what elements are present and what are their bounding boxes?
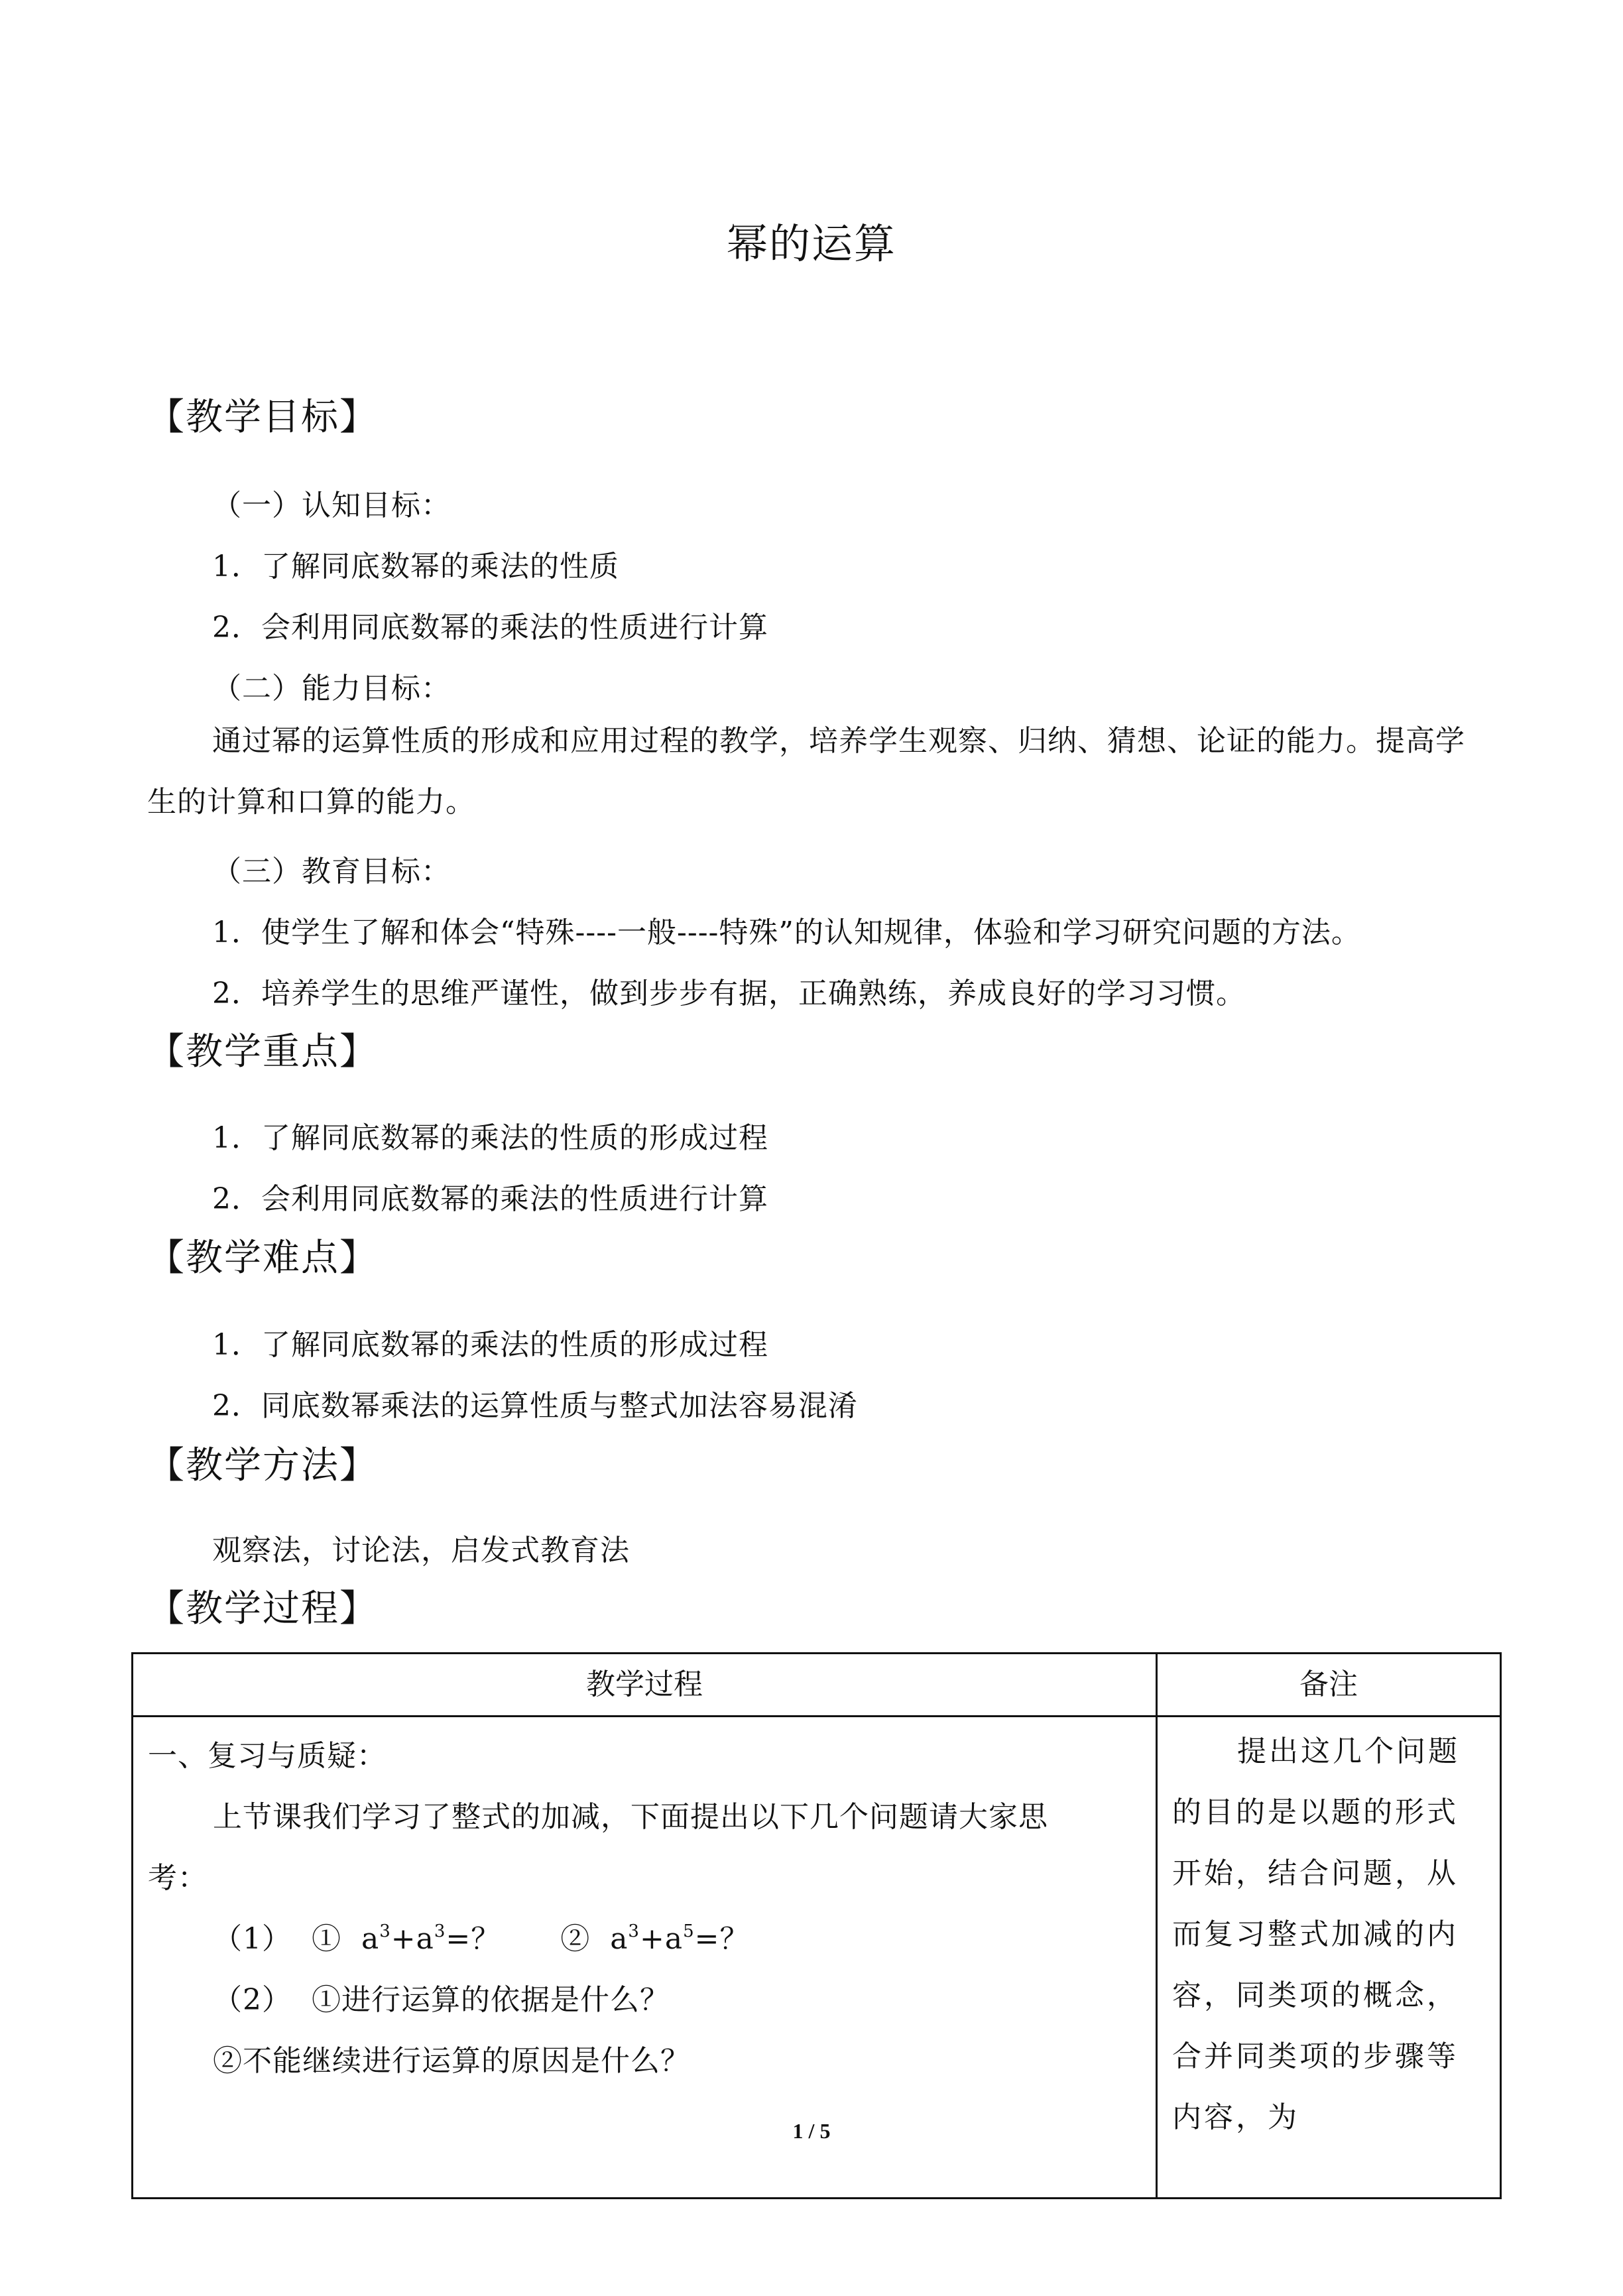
cognitive-item-1: 1．了解同底数幂的乘法的性质 [212,550,619,583]
question-2a: ①进行运算的依据是什么？ [311,1983,670,2017]
heading-key-points: 【教学重点】 [147,1030,378,1073]
page-title: 幂的运算 [726,219,896,268]
question-2-label: （2） [213,1983,292,2017]
ability-label: （二）能力目标： [212,672,451,705]
process-table [131,1652,1502,2199]
question-1b-exponent-1: 3 [628,1921,640,1941]
question-1a-base: a [361,1922,380,1956]
review-intro: 上节课我们学习了整式的加减，下面提出以下几个问题请大家思 [213,1800,1048,1834]
col-header-notes: 备注 [1157,1654,1501,1717]
difficulty-1: 1．了解同底数幂的乘法的性质的形成过程 [212,1328,768,1362]
question-1a-tail: =？ [446,1922,501,1956]
key-point-2: 2．会利用同底数幂的乘法的性质进行计算 [212,1182,768,1216]
question-1 [213,1915,750,1957]
ability-paragraph: 通过幂的运算性质的形成和应用过程的教学，培养学生观察、归纳、猜想、论证的能力。提高学生的计算和口算的能力。 [147,724,1465,819]
notes-paragraph: 提出这几个问题的目的是以题的形式开始，结合问题，从而复习整式加减的内容，同类项的概念，合并同类项的步骤等内容，为 [1172,1734,1460,2134]
difficulty-2: 2．同底数幂乘法的运算性质与整式加法容易混淆 [212,1389,858,1423]
question-1a-plus: +a [391,1922,434,1956]
review-heading: 一、复习与质疑： [148,1739,387,1773]
education-item-1: 1．使学生了解和体会“特殊----一般----特殊”的认知规律，体验和学习研究问题的方法。 [212,916,1361,949]
page-number: 1 / 5 [792,2119,831,2143]
key-point-1: 1．了解同底数幂的乘法的性质的形成过程 [212,1121,768,1155]
cognitive-item-2: 2．会利用同底数幂的乘法的性质进行计算 [212,611,768,644]
question-1b-exponent-2: 5 [683,1921,695,1941]
question-1a-number: ① [311,1922,341,1956]
question-2 [213,1976,670,2018]
heading-objectives: 【教学目标】 [147,396,378,439]
question-1b-number: ② [560,1922,591,1956]
question-1b-tail: =？ [694,1922,750,1956]
question-2b: ②不能继续进行运算的原因是什么？ [213,2044,690,2078]
education-label: （三）教育目标： [212,855,451,888]
question-1a-exponent-2: 3 [434,1921,446,1941]
heading-methods: 【教学方法】 [147,1444,378,1487]
methods-text: 观察法，讨论法，启发式教育法 [212,1534,630,1567]
question-1b-base: a [610,1922,629,1956]
education-item-2: 2．培养学生的思维严谨性，做到步步有据，正确熟练，养成良好的学习习惯。 [212,977,1246,1010]
question-1a-exponent-1: 3 [379,1921,391,1941]
heading-difficulties: 【教学难点】 [147,1237,378,1280]
review-intro-cont: 考： [148,1861,208,1895]
heading-process: 【教学过程】 [147,1587,378,1630]
notes-text [1172,1721,1489,2148]
table-header-row [133,1654,1501,1717]
question-1b-plus: +a [639,1922,684,1956]
col-header-process: 教学过程 [133,1654,1157,1717]
cognitive-label: （一）认知目标： [212,489,451,522]
question-1-label: （1） [213,1922,292,1956]
